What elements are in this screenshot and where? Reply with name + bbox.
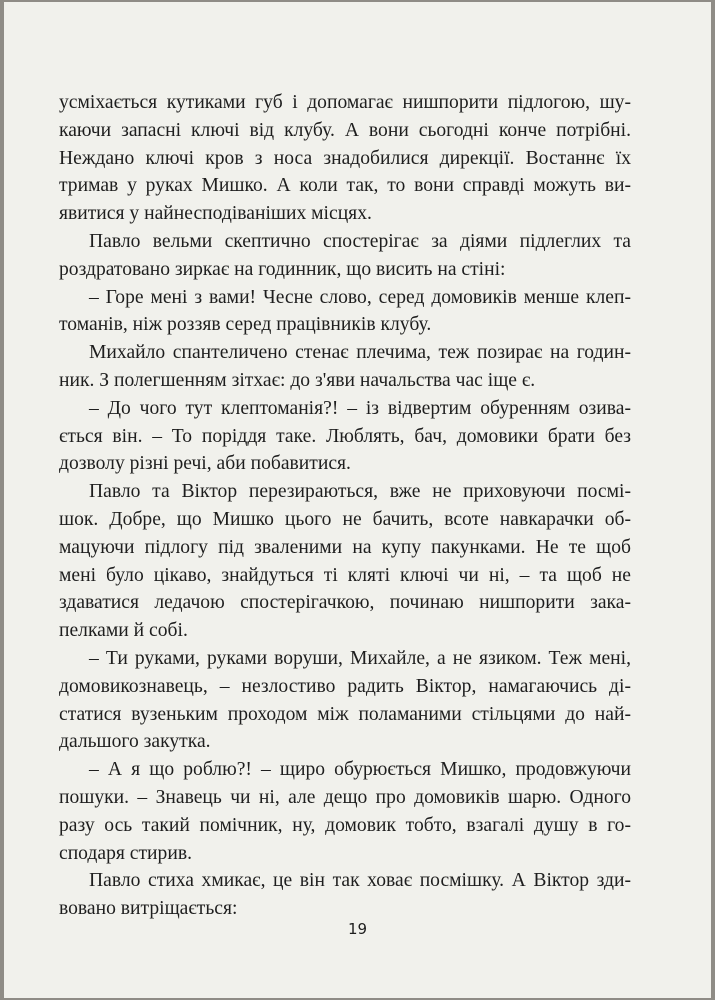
- text-line: – Ти руками, руками воруши, Михайле, а не язиком. Теж мені,: [89, 647, 631, 669]
- text-line: ється він. – То поріддя таке. Люблять, бач, домовики брати без: [59, 425, 631, 447]
- text-line: здаватися ледачою спостерігачкою, починаю нишпорити зака-: [59, 592, 631, 614]
- page-number: 19: [347, 920, 368, 938]
- text-line: Павло вельми скептично спостерігає за діями підлеглих та: [89, 230, 631, 252]
- text-line: разу ось такий помічник, ну, домовик тобто, взагалі душу в го-: [59, 814, 631, 836]
- text-line: Михайло спантеличено стенає плечима, теж позирає на годин-: [89, 342, 631, 364]
- text-line: – А я що роблю?! – щиро обурюється Мишко, продовжуючи: [89, 759, 631, 781]
- text-line: шок. Добре, що Мишко цього не бачить, всоте навкарачки об-: [59, 508, 631, 530]
- text-line: роздратовано зиркає на годинник, що висить на стіні:: [59, 258, 506, 280]
- text-line: дозволу різні речі, аби побавитися.: [59, 453, 351, 475]
- book-page: [4, 2, 711, 998]
- text-line: сподаря стирив.: [59, 842, 192, 864]
- text-line: статися вузеньким проходом між поламаними стільцями до най-: [59, 703, 631, 725]
- text-line: – До чого тут клептоманія?! – із відвертим обуренням озива-: [89, 397, 631, 419]
- text-line: вовано витріщається:: [59, 898, 238, 920]
- text-line: усміхається кутиками губ і допомагає нишпорити підлогою, шу-: [59, 92, 631, 113]
- text-line: Павло та Віктор перезираються, вже не приховуючи посмі-: [89, 481, 631, 503]
- text-line: – Горе мені з вами! Чесне слово, серед домовиків менше клеп-: [89, 286, 631, 308]
- text-line: пошуки. – Знавець чи ні, але дещо про домовиків шарю. Одного: [59, 786, 631, 808]
- text-line: мацуючи підлогу під звaленими на купу пакунками. Не те щоб: [59, 536, 631, 558]
- body-text: [59, 89, 631, 923]
- text-line: домовикознавець, – незлостиво радить Віктор, намагаючись ді-: [59, 675, 631, 697]
- text-line: тримав у руках Мишко. А коли так, то вони справді можуть ви-: [59, 175, 631, 197]
- text-line: мені було цікаво, знайдуться ті кляті ключі чи ні, – та щоб не: [59, 564, 631, 586]
- text-line: томанів, ніж роззяв серед працівників клубу.: [59, 314, 432, 336]
- text-line: Неждано ключі кров з носа знадобилися дирекції. Востаннє їх: [59, 147, 631, 169]
- text-line: ник. З полегшенням зітхає: до з'яви начальства час іще є.: [59, 369, 536, 391]
- text-line: явитися у найнесподіваніших місцях.: [59, 203, 372, 225]
- text-line: дальшого закутка.: [59, 731, 211, 753]
- text-line: Павло стиха хмикає, це він так ховає посмішку. А Віктор зди-: [89, 870, 631, 892]
- text-line: пелками й собі.: [59, 620, 188, 642]
- text-line: каючи запасні ключі від клубу. А вони сьогодні конче потрібні.: [59, 119, 631, 141]
